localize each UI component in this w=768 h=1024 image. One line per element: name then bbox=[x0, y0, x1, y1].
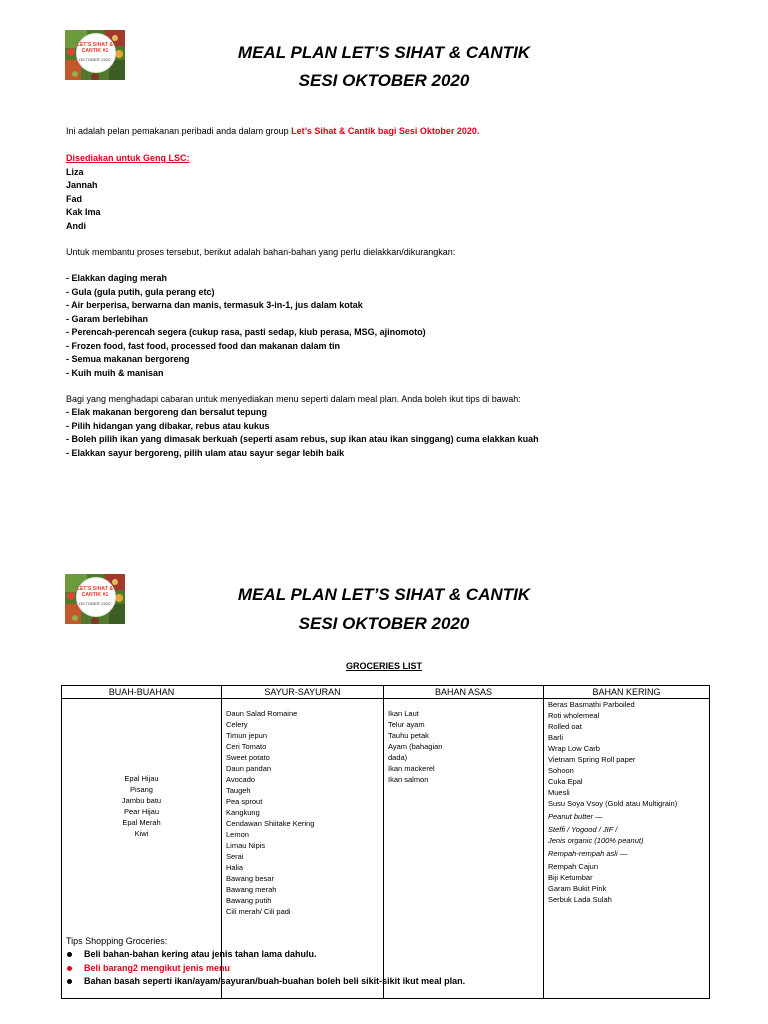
member-name: Liza bbox=[66, 166, 84, 177]
fruit-list bbox=[64, 773, 219, 839]
list-item: Avocado bbox=[226, 775, 256, 784]
list-item: Serai bbox=[226, 852, 244, 861]
avoid-item: - Gula (gula putih, gula perang etc) bbox=[66, 286, 215, 297]
logo-subtitle: OKTOBER 2020 bbox=[79, 57, 111, 62]
column-header: BAHAN ASAS bbox=[384, 686, 544, 699]
list-item: Bawang besar bbox=[226, 874, 274, 883]
list-item: dada) bbox=[388, 753, 408, 762]
avoid-item: - Air berperisa, berwarna dan manis, termasuk 3-in-1, jus dalam kotak bbox=[66, 300, 363, 310]
prepared-for-label: Disediakan untuk Geng LSC: bbox=[66, 153, 190, 163]
avoid-list bbox=[66, 272, 426, 380]
staples-list bbox=[388, 708, 541, 785]
avoid-item: - Perencah-perencah segera (cukup rasa, pasti sedap, kiub perasa, MSG, ajinomoto) bbox=[66, 327, 426, 337]
bullet-icon bbox=[67, 952, 72, 957]
list-item: Cendawan Shiitake Kering bbox=[226, 819, 315, 828]
list-item: Daun Salad Romaine bbox=[226, 709, 298, 718]
page-title-line2: SESI OKTOBER 2020 bbox=[298, 71, 470, 90]
list-item: Bawang merah bbox=[226, 885, 277, 894]
menu-tip-item: - Elakkan sayur bergoreng, pilih ulam atau sayur segar lebih baik bbox=[66, 447, 345, 458]
shopping-tip-item bbox=[66, 975, 465, 989]
page-title-line1: MEAL PLAN LET’S SIHAT & CANTIK bbox=[237, 43, 531, 62]
list-item: Barli bbox=[548, 733, 564, 742]
shopping-tip-text: Beli bahan-bahan kering atau jenis tahan lama dahulu. bbox=[84, 949, 317, 959]
list-item: Ceri Tomato bbox=[226, 742, 267, 751]
column-header: BAHAN KERING bbox=[544, 686, 710, 699]
shopping-tips-title: Tips Shopping Groceries: bbox=[66, 936, 168, 946]
list-item: Serbuk Lada Sulah bbox=[548, 895, 612, 904]
list-item: Telur ayam bbox=[388, 720, 425, 729]
logo-title: LET'S SIHAT & CANTIK #1 bbox=[76, 586, 114, 598]
menu-tip-item: - Boleh pilih ikan yang dimasak berkuah (seperti asam rebus, sup ikan atau ikan singgang) cuma elakkan kuah bbox=[66, 434, 539, 444]
list-item: Tauhu petak bbox=[388, 731, 429, 740]
table-header-row bbox=[62, 686, 710, 699]
dry-goods-list bbox=[548, 699, 707, 905]
list-item: Epal Merah bbox=[122, 818, 161, 827]
bullet-icon bbox=[67, 979, 72, 984]
dry-goods-cell bbox=[544, 699, 710, 999]
list-item: Jambu batu bbox=[121, 796, 162, 805]
menu-tips-list bbox=[66, 406, 539, 460]
column-header: BUAH-BUAHAN bbox=[62, 686, 222, 699]
list-item: Kiwi bbox=[134, 829, 149, 838]
avoid-item: - Garam berlebihan bbox=[66, 313, 149, 324]
list-item: Epal Hijau bbox=[124, 774, 159, 783]
list-item: Pear Hijau bbox=[123, 807, 160, 816]
list-item: Wrap Low Carb bbox=[548, 744, 600, 753]
avoid-item: - Semua makanan bergoreng bbox=[66, 354, 190, 364]
intro-highlight: Let’s Sihat & Cantik bagi Sesi Oktober 2020. bbox=[291, 126, 480, 136]
list-item: Ayam (bahagian bbox=[388, 742, 443, 751]
bullet-icon bbox=[67, 966, 72, 971]
menu-tips-intro: Bagi yang menghadapi cabaran untuk menyediakan menu seperti dalam meal plan. Anda boleh ikut tips di bawah: bbox=[66, 394, 521, 404]
list-item: Halia bbox=[226, 863, 244, 872]
list-item: Daun pandan bbox=[226, 764, 272, 773]
list-item: Celery bbox=[226, 720, 248, 729]
member-name: Fad bbox=[66, 193, 83, 204]
list-item: Rolled oat bbox=[548, 722, 582, 731]
list-item: Beras Basmathi Parboiled bbox=[548, 700, 635, 709]
list-item: Cuka Epal bbox=[548, 777, 583, 786]
shopping-tip-item bbox=[66, 962, 465, 976]
member-name: Jannah bbox=[66, 180, 98, 190]
page-title-line1: MEAL PLAN LET’S SIHAT & CANTIK bbox=[237, 585, 531, 604]
list-item: Vietnam Spring Roll paper bbox=[548, 755, 636, 764]
avoid-item: - Frozen food, fast food, processed food dan makanan dalam tin bbox=[66, 340, 341, 351]
menu-tip-item: - Elak makanan bergoreng dan bersalut tepung bbox=[66, 407, 268, 417]
member-name: Kak Ima bbox=[66, 207, 101, 217]
list-item: Lemon bbox=[226, 830, 249, 839]
list-item: Garam Bukit Pink bbox=[548, 884, 607, 893]
avoid-intro: Untuk membantu proses tersebut, berikut adalah bahan-bahan yang perlu dielakkan/dikurangkan: bbox=[66, 247, 456, 257]
shopping-tip-text: Bahan basah seperti ikan/ayam/sayuran/buah-buahan boleh beli sikit-sikit ikut meal plan. bbox=[84, 976, 466, 986]
list-item: Limau Nipis bbox=[226, 841, 266, 850]
list-item: Biji Ketumbar bbox=[548, 873, 593, 882]
list-item: Cili merah/ Cili padi bbox=[226, 907, 291, 916]
list-item: Ikan mackerel bbox=[388, 764, 435, 773]
intro-text: Ini adalah pelan pemakanan peribadi anda dalam group bbox=[66, 126, 292, 136]
list-item: Sohoon bbox=[548, 766, 574, 775]
page-title-line2: SESI OKTOBER 2020 bbox=[298, 614, 470, 633]
avoid-item: - Kuih muih & manisan bbox=[66, 367, 164, 378]
list-item: Pea sprout bbox=[226, 797, 263, 806]
menu-tip-item: - Pilih hidangan yang dibakar, rebus atau kukus bbox=[66, 420, 270, 431]
groceries-title: GROCERIES LIST bbox=[345, 661, 422, 671]
list-item: Ikan Laut bbox=[388, 709, 419, 718]
list-item: Bawang putih bbox=[226, 896, 272, 905]
list-item: Muesli bbox=[548, 788, 570, 797]
shopping-tip-item bbox=[66, 948, 465, 962]
shopping-tip-text: Beli barang2 mengikut jenis menu bbox=[84, 962, 231, 973]
shopping-tips-list bbox=[66, 948, 465, 989]
list-item: Kangkung bbox=[226, 808, 260, 817]
vegetable-list bbox=[226, 708, 381, 917]
logo-subtitle: OKTOBER 2020 bbox=[79, 601, 111, 606]
prepared-for-block bbox=[66, 152, 190, 233]
member-name: Andi bbox=[66, 220, 86, 231]
avoid-item: - Elakkan daging merah bbox=[66, 273, 168, 283]
list-item: Rempah Cajun bbox=[548, 862, 599, 871]
peanut-butter-organic: Jenis organic (100% peanut) bbox=[548, 836, 644, 845]
peanut-butter-brands: Steffi / Yogood / JIF / bbox=[548, 825, 618, 834]
list-item: Pisang bbox=[130, 785, 153, 794]
peanut-butter-note: Peanut butter — bbox=[548, 812, 603, 821]
list-item: Susu Soya Vsoy (Gold atau Multigrain) bbox=[548, 799, 678, 808]
intro-paragraph bbox=[66, 125, 479, 139]
column-header: SAYUR-SAYURAN bbox=[222, 686, 384, 699]
spices-note: Rempah-rempah asli — bbox=[548, 849, 628, 858]
list-item: Timun jepun bbox=[226, 731, 267, 740]
list-item: Ikan salmon bbox=[388, 775, 429, 784]
list-item: Sweet potato bbox=[226, 753, 270, 762]
logo-title: LET'S SIHAT & CANTIK #1 bbox=[76, 42, 114, 54]
list-item: Roti wholemeal bbox=[548, 711, 600, 720]
list-item: Taugeh bbox=[226, 786, 251, 795]
